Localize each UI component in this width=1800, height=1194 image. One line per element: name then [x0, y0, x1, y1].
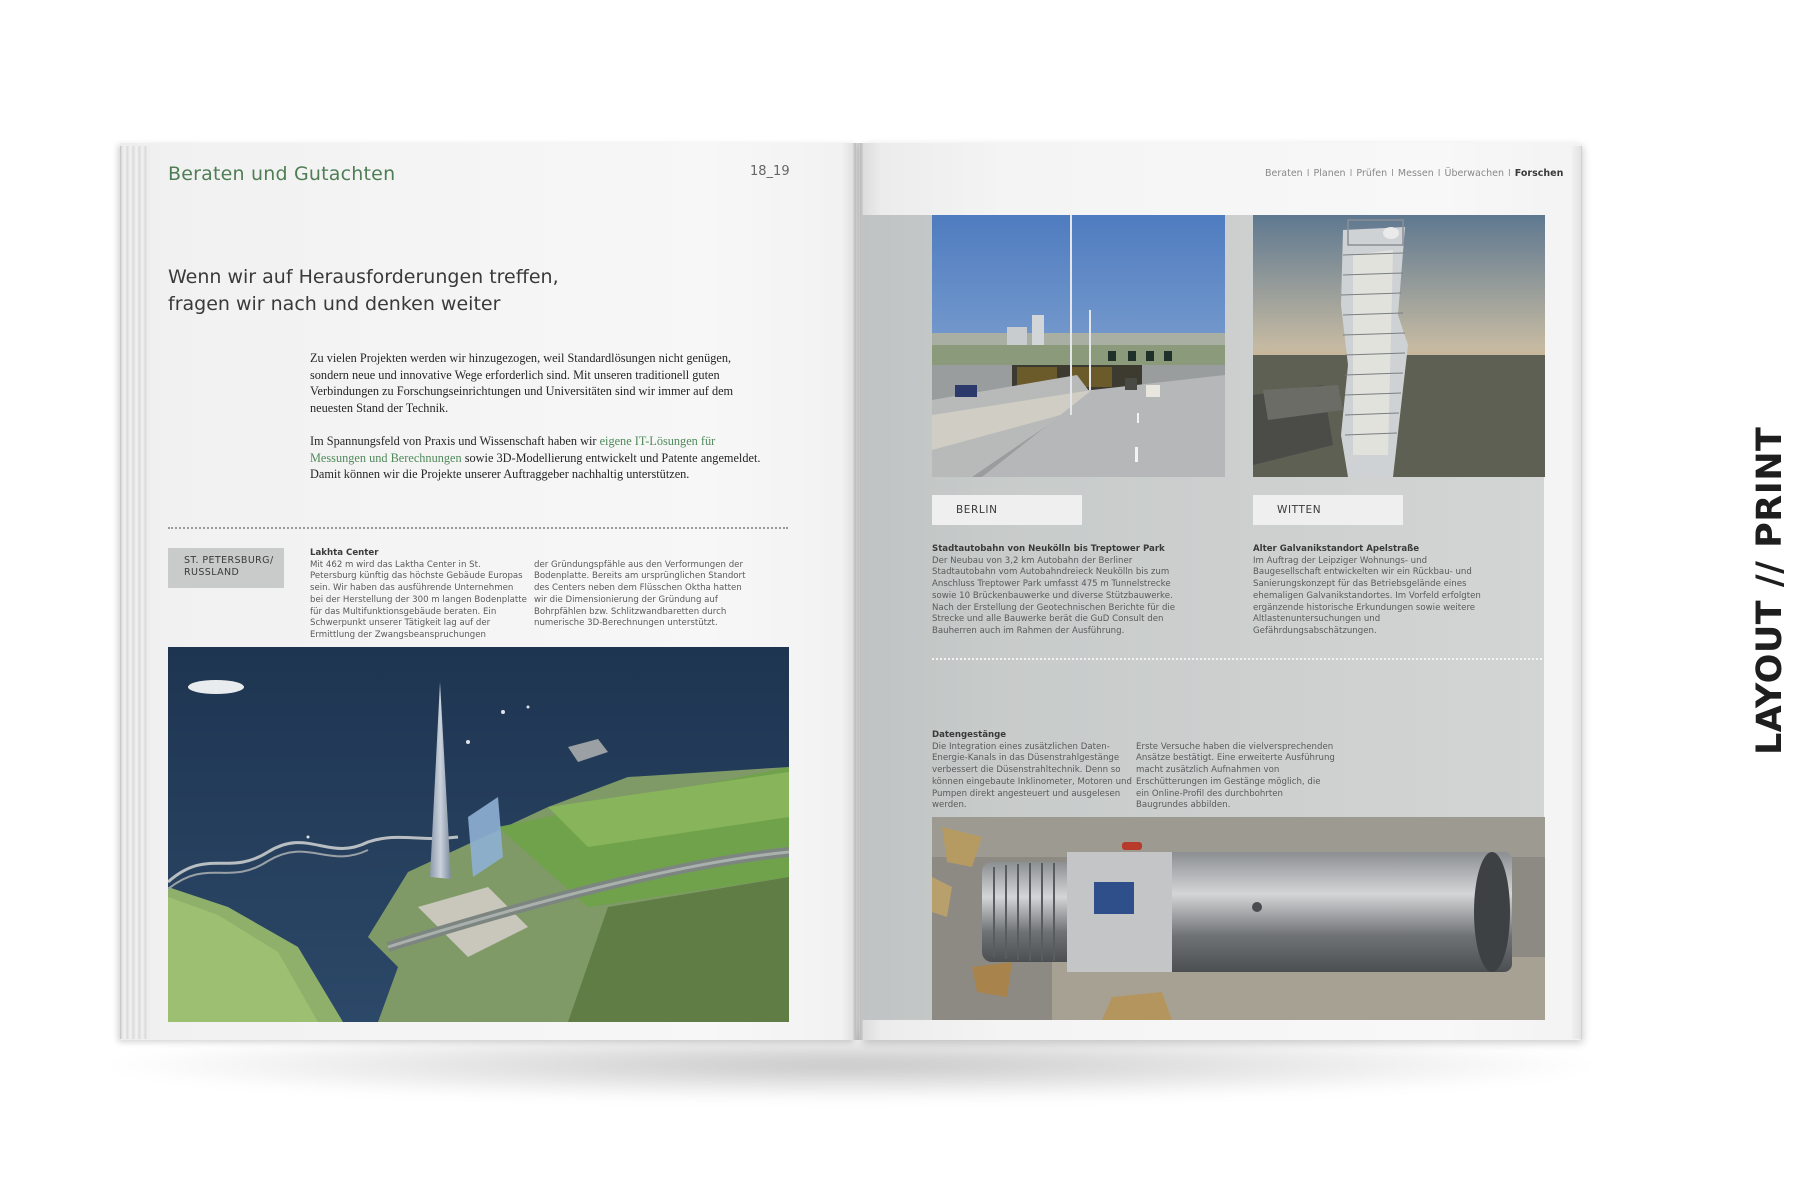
location-badge-witten: WITTEN	[1253, 495, 1403, 525]
side-label: LAYOUT // PRINT	[1750, 426, 1790, 755]
witten-project-title: Alter Galvanikstandort Apelstraße	[1253, 544, 1420, 554]
research-column-1	[932, 730, 1132, 812]
berlin-motorway-image	[932, 215, 1225, 477]
intro-p2-start: Im Spannungsfeld von Praxis und Wissenschaft haben wir	[310, 433, 600, 448]
research-body-1: Die Integration eines zusätzlichen Daten-Energie-Kanals in das Düsenstrahlgestänge verbessert die Düsenstrahltechnik. Denn so können eingebaute Inklinometer, Motoren und Pumpen direkt angesteuert und ausgelesen werden.	[932, 741, 1132, 811]
page-number: 18_19	[750, 164, 790, 179]
berlin-project-text	[932, 544, 1197, 638]
intro-p2-end: sowie 3D-Modellierung entwickelt und Patente angemeldet. Damit können wir die Projekte unserer Auftraggeber nachhaltig unterstützen.	[310, 450, 761, 482]
location-badge-st-petersburg	[168, 548, 284, 588]
berlin-project-title: Stadtautobahn von Neukölln bis Treptower Park	[932, 544, 1165, 554]
location-line-2: RUSSLAND	[184, 567, 240, 578]
breadcrumb-separator: I	[1391, 168, 1394, 179]
drill-rod-image	[932, 817, 1545, 1020]
headline-line-2: fragen wir nach und denken weiter	[168, 293, 501, 315]
witten-tower-image	[1253, 215, 1545, 477]
berlin-project-body: Der Neubau von 3,2 km Autobahn der Berliner Stadtautobahn vom Autobahndreieck Neukölln bis zum Anschluss Treptower Park umfasst 475 m Tunnelstrecke sowie 10 Brückenbauwerke und diverse Stützbauwerke. Nach der Erstellung der Geotechnischen Berichte für die Strecke und alle Bauwerke berät die GuD Consult den Bauherren auch im Rahmen der Ausführung.	[932, 555, 1176, 636]
glass-tower-illustration	[1253, 215, 1545, 477]
witten-project-text	[1253, 544, 1493, 638]
intro-text	[310, 350, 765, 483]
intro-paragraph-2	[310, 433, 765, 483]
breadcrumb-separator: I	[1306, 168, 1310, 179]
location-line-1: ST. PETERSBURG/	[184, 555, 274, 566]
page-headline	[168, 264, 668, 318]
section-title: Beraten und Gutachten	[168, 163, 396, 185]
intro-paragraph-1: Zu vielen Projekten werden wir hinzugezogen, weil Standardlösungen nicht genügen, sondern neue und innovative Wege erforderlich sind. Mit unseren traditionell guten Verbindungen zu Forschungseinrichtungen und Universitäten sind wir immer auf dem neuesten Stand der Technik.	[310, 351, 734, 416]
breadcrumb-item-forschen[interactable]: Forschen	[1514, 168, 1564, 179]
right-page-edge	[1572, 146, 1582, 1039]
witten-project-body: Im Auftrag der Leipziger Wohnungs- und Baugesellschaft entwickelten wir ein Rückbau- und Sanierungskonzept für das Betriebsgelände eines ehemaligen Galvanikstandortes. Im Vorfeld erfolgten ergänzende historische Erkundungen sowie weitere Altlastenuntersuchungen und Gefährdungsabschätzungen.	[1253, 555, 1481, 636]
highlight-link[interactable]: eigene IT-Lösungen für Messungen und Berechnungen	[310, 433, 716, 465]
research-title: Datengestänge	[932, 730, 1007, 740]
dotted-divider-right	[932, 658, 1542, 660]
breadcrumb-item-ueberwachen[interactable]: Überwachen	[1444, 168, 1504, 179]
lakhta-text-1: Mit 462 m wird das Laktha Center in St. Petersburg künftig das höchste Gebäude Europas sein. Wir haben das ausführende Unternehmen bei der Herstellung der 300 m langen Bodenplatte für das Multifunktionsgebäude beraten. Ein Schwerpunkt unserer Tätigkeit lag auf der Ermittlung der Zwangsbeanspruchungen	[310, 559, 527, 640]
drill-rod-illustration	[932, 817, 1545, 1020]
breadcrumb-separator: I	[1507, 168, 1511, 179]
breadcrumb-item-pruefen[interactable]: Prüfen	[1356, 168, 1388, 179]
headline-line-1: Wenn wir auf Herausforderungen treffen,	[168, 266, 559, 288]
breadcrumb-separator: I	[1349, 168, 1353, 179]
breadcrumb-item-planen[interactable]: Planen	[1313, 168, 1346, 179]
research-column-2: Erste Versuche haben die vielversprechenden Ansätze bestätigt. Eine erweiterte Ausführung macht zusätzlich Aufnahmen von Erschütterungen im Gestänge möglich, die ein Online-Profil des durchbohrten Baugrundes abbilden.	[1136, 741, 1335, 811]
booklet-shadow	[110, 1030, 1590, 1100]
lakhta-column-1	[310, 548, 528, 642]
page-stack-edge	[120, 146, 150, 1039]
lakhta-column-2: der Gründungspfähle aus den Verformungen der Bodenplatte. Bereits am ursprünglichen Standort des Centers neben dem Flüsschen Oktha hatten wir die Dimensionierung der Gründung auf Bohrpfählen bzw. Schlitzwandbaretten durch numerische 3D-Berechnungen unterstützt.	[534, 559, 746, 629]
breadcrumb-item-messen[interactable]: Messen	[1397, 168, 1434, 179]
project-title: Lakhta Center	[310, 548, 379, 558]
motorway-tunnel-illustration	[932, 215, 1225, 477]
location-badge-berlin: BERLIN	[932, 495, 1082, 525]
lakhta-aerial-illustration	[168, 647, 789, 1022]
breadcrumb-separator: I	[1437, 168, 1441, 179]
breadcrumb-item-beraten[interactable]: Beraten	[1265, 168, 1303, 179]
lakhta-center-image	[168, 647, 789, 1022]
breadcrumb	[1265, 168, 1563, 179]
dotted-divider	[168, 527, 788, 529]
